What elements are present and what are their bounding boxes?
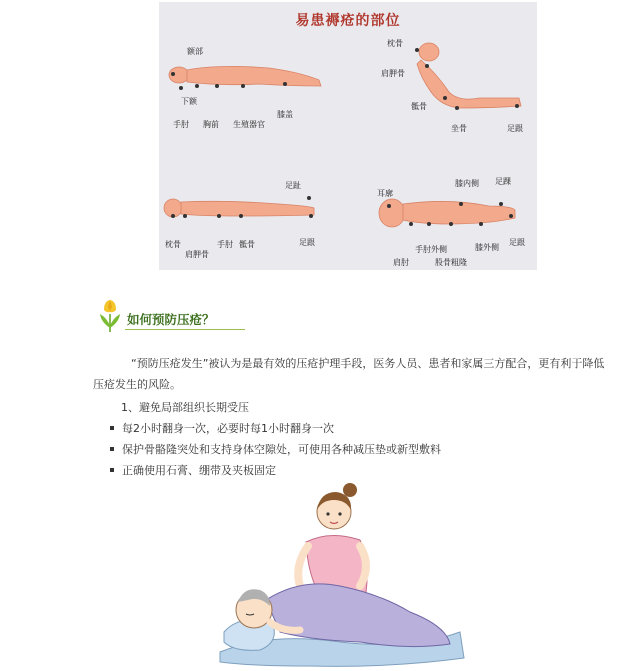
label-jian-jia-gu-2: 肩胛骨 <box>185 250 209 259</box>
label-di-gu: 骶骨 <box>239 240 255 249</box>
label-xiong-qian: 胸前 <box>203 120 219 129</box>
label-jian-jia-gu: 肩胛骨 <box>381 69 405 78</box>
label-zuo-gu: 坐骨 <box>451 124 467 133</box>
label-xi-nei-ce: 膝内侧 <box>455 179 479 188</box>
label-xi-gai: 膝盖 <box>277 110 293 119</box>
intro-text: “预防压疮发生”被认为是最有效的压疮护理手段，医务人员、患者和家属三方配合，更有利于降低压疮发生的风险。 <box>93 357 605 391</box>
bullet-list <box>108 418 441 481</box>
label-shou-zhou-wai-ce: 手肘外侧 <box>415 245 447 254</box>
side-body <box>403 201 515 224</box>
label-er-kuo: 耳廓 <box>377 189 393 198</box>
subheading: 1、避免局部组织长期受压 <box>121 401 249 414</box>
section-title-underline <box>125 329 245 330</box>
tulip-icon <box>97 298 123 334</box>
label-jian-zhou: 肩肘 <box>393 258 409 267</box>
label-zu-zhi: 足趾 <box>285 181 301 190</box>
label-e-bu: 额部 <box>187 47 203 56</box>
label-chi-gu: 骶骨 <box>411 102 427 111</box>
supine-body <box>181 201 314 216</box>
label-zu-gen: 足跟 <box>507 124 523 133</box>
nurse-turning-patient-illustration <box>210 482 470 668</box>
list-item: 每2小时翻身一次，必要时每1小时翻身一次 <box>108 418 441 439</box>
section-title: 如何预防压疮？ <box>127 312 215 327</box>
body-illustrations <box>159 2 537 270</box>
side-head <box>379 199 405 227</box>
label-shou-zhou-2: 手肘 <box>217 240 233 249</box>
label-sheng-zhi: 生殖器官 <box>233 120 265 129</box>
label-xi-wai-ce: 膝外侧 <box>475 243 499 252</box>
label-zu-gen-3: 足跟 <box>509 238 525 247</box>
reclined-head <box>419 43 439 61</box>
reclined-body <box>417 60 521 108</box>
figure-title: 易患褥疮的部位 <box>295 13 401 29</box>
label-shou-zhou: 手肘 <box>173 120 189 129</box>
pressure-sore-figure <box>159 2 537 270</box>
label-zhen-gu-2: 枕骨 <box>165 240 181 249</box>
prone-body <box>187 66 321 86</box>
list-item: 正确使用石膏、绷带及夹板固定 <box>108 460 441 481</box>
section-header <box>97 298 247 334</box>
label-zu-huai: 足踝 <box>495 177 511 186</box>
label-zhen-gu: 枕骨 <box>387 39 403 48</box>
label-xia-e: 下额 <box>181 97 197 106</box>
list-item: 保护骨骼隆突处和支持身体空隙处，可使用各种减压垫或新型敷料 <box>108 439 441 460</box>
intro-paragraph <box>93 353 605 395</box>
label-gu-gu-cu-long: 股骨粗隆 <box>435 258 467 267</box>
label-zu-gen-2: 足跟 <box>299 238 315 247</box>
